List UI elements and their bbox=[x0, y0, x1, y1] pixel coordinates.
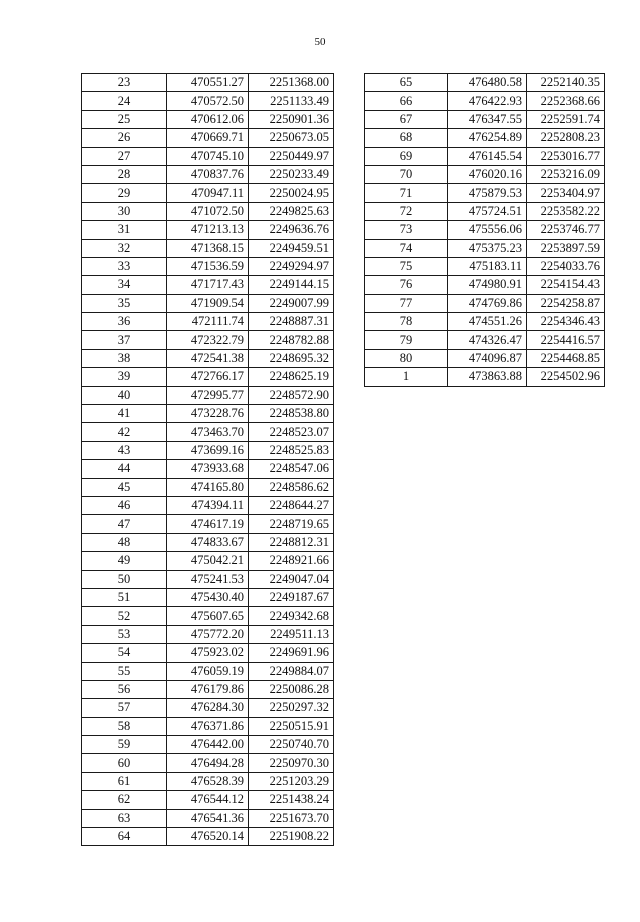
x-coordinate-cell: 474551.26 bbox=[448, 313, 527, 331]
point-number-cell: 76 bbox=[365, 276, 448, 294]
y-coordinate-cell: 2253016.77 bbox=[527, 147, 605, 165]
x-coordinate-cell: 476442.00 bbox=[167, 736, 249, 754]
point-number-cell: 31 bbox=[82, 221, 167, 239]
x-coordinate-cell: 470947.11 bbox=[167, 184, 249, 202]
x-coordinate-cell: 473933.68 bbox=[167, 460, 249, 478]
y-coordinate-cell: 2254258.87 bbox=[527, 294, 605, 312]
x-coordinate-cell: 476371.86 bbox=[167, 717, 249, 735]
x-coordinate-cell: 473228.76 bbox=[167, 405, 249, 423]
y-coordinate-cell: 2254033.76 bbox=[527, 257, 605, 275]
point-number-cell: 38 bbox=[82, 349, 167, 367]
point-number-cell: 78 bbox=[365, 313, 448, 331]
y-coordinate-cell: 2254154.43 bbox=[527, 276, 605, 294]
x-coordinate-cell: 474617.19 bbox=[167, 515, 249, 533]
point-number-cell: 74 bbox=[365, 239, 448, 257]
y-coordinate-cell: 2249047.04 bbox=[249, 570, 334, 588]
point-number-cell: 37 bbox=[82, 331, 167, 349]
point-number-cell: 47 bbox=[82, 515, 167, 533]
x-coordinate-cell: 475556.06 bbox=[448, 221, 527, 239]
point-number-cell: 56 bbox=[82, 680, 167, 698]
y-coordinate-cell: 2249144.15 bbox=[249, 276, 334, 294]
x-coordinate-cell: 476254.89 bbox=[448, 129, 527, 147]
x-coordinate-cell: 471213.13 bbox=[167, 221, 249, 239]
table-row bbox=[82, 607, 334, 625]
y-coordinate-cell: 2248525.83 bbox=[249, 441, 334, 459]
table-row bbox=[365, 331, 605, 349]
point-number-cell: 80 bbox=[365, 349, 448, 367]
y-coordinate-cell: 2248586.62 bbox=[249, 478, 334, 496]
table-row bbox=[82, 294, 334, 312]
x-coordinate-cell: 475607.65 bbox=[167, 607, 249, 625]
table-row bbox=[82, 680, 334, 698]
y-coordinate-cell: 2250515.91 bbox=[249, 717, 334, 735]
point-number-cell: 28 bbox=[82, 165, 167, 183]
table-row bbox=[82, 791, 334, 809]
y-coordinate-cell: 2248547.06 bbox=[249, 460, 334, 478]
table-row bbox=[82, 239, 334, 257]
x-coordinate-cell: 475923.02 bbox=[167, 644, 249, 662]
point-number-cell: 34 bbox=[82, 276, 167, 294]
y-coordinate-cell: 2248523.07 bbox=[249, 423, 334, 441]
table-row bbox=[82, 515, 334, 533]
y-coordinate-cell: 2253746.77 bbox=[527, 221, 605, 239]
table-row bbox=[365, 368, 605, 386]
y-coordinate-cell: 2249884.07 bbox=[249, 662, 334, 680]
x-coordinate-cell: 475042.21 bbox=[167, 552, 249, 570]
point-number-cell: 27 bbox=[82, 147, 167, 165]
table-row bbox=[82, 496, 334, 514]
x-coordinate-cell: 472322.79 bbox=[167, 331, 249, 349]
point-number-cell: 26 bbox=[82, 129, 167, 147]
x-coordinate-cell: 476284.30 bbox=[167, 699, 249, 717]
y-coordinate-cell: 2249187.67 bbox=[249, 588, 334, 606]
point-number-cell: 68 bbox=[365, 129, 448, 147]
x-coordinate-cell: 474833.67 bbox=[167, 533, 249, 551]
y-coordinate-cell: 2250740.70 bbox=[249, 736, 334, 754]
point-number-cell: 1 bbox=[365, 368, 448, 386]
y-coordinate-cell: 2254502.96 bbox=[527, 368, 605, 386]
y-coordinate-cell: 2251673.70 bbox=[249, 809, 334, 827]
y-coordinate-cell: 2248538.80 bbox=[249, 405, 334, 423]
y-coordinate-cell: 2250970.30 bbox=[249, 754, 334, 772]
table-row bbox=[82, 368, 334, 386]
point-number-cell: 23 bbox=[82, 74, 167, 92]
table-row bbox=[82, 165, 334, 183]
y-coordinate-cell: 2248782.88 bbox=[249, 331, 334, 349]
table-row bbox=[82, 662, 334, 680]
x-coordinate-cell: 476347.55 bbox=[448, 110, 527, 128]
x-coordinate-cell: 471368.15 bbox=[167, 239, 249, 257]
x-coordinate-cell: 476422.93 bbox=[448, 92, 527, 110]
point-number-cell: 66 bbox=[365, 92, 448, 110]
point-number-cell: 73 bbox=[365, 221, 448, 239]
table-row bbox=[82, 386, 334, 404]
point-number-cell: 33 bbox=[82, 257, 167, 275]
x-coordinate-cell: 476145.54 bbox=[448, 147, 527, 165]
point-number-cell: 69 bbox=[365, 147, 448, 165]
coordinates-table-right-body bbox=[365, 74, 605, 387]
y-coordinate-cell: 2251908.22 bbox=[249, 828, 334, 846]
point-number-cell: 39 bbox=[82, 368, 167, 386]
point-number-cell: 75 bbox=[365, 257, 448, 275]
point-number-cell: 43 bbox=[82, 441, 167, 459]
table-row bbox=[82, 129, 334, 147]
table-row bbox=[82, 405, 334, 423]
x-coordinate-cell: 472541.38 bbox=[167, 349, 249, 367]
y-coordinate-cell: 2252368.66 bbox=[527, 92, 605, 110]
table-row bbox=[82, 699, 334, 717]
y-coordinate-cell: 2248921.66 bbox=[249, 552, 334, 570]
table-row bbox=[82, 313, 334, 331]
x-coordinate-cell: 474165.80 bbox=[167, 478, 249, 496]
x-coordinate-cell: 471717.43 bbox=[167, 276, 249, 294]
point-number-cell: 67 bbox=[365, 110, 448, 128]
table-row bbox=[82, 717, 334, 735]
y-coordinate-cell: 2252140.35 bbox=[527, 74, 605, 92]
point-number-cell: 30 bbox=[82, 202, 167, 220]
point-number-cell: 25 bbox=[82, 110, 167, 128]
table-row bbox=[82, 202, 334, 220]
table-row bbox=[82, 588, 334, 606]
x-coordinate-cell: 472766.17 bbox=[167, 368, 249, 386]
point-number-cell: 45 bbox=[82, 478, 167, 496]
y-coordinate-cell: 2253404.97 bbox=[527, 184, 605, 202]
point-number-cell: 41 bbox=[82, 405, 167, 423]
x-coordinate-cell: 475183.11 bbox=[448, 257, 527, 275]
x-coordinate-cell: 471909.54 bbox=[167, 294, 249, 312]
x-coordinate-cell: 475241.53 bbox=[167, 570, 249, 588]
table-row bbox=[82, 257, 334, 275]
y-coordinate-cell: 2251368.00 bbox=[249, 74, 334, 92]
point-number-cell: 50 bbox=[82, 570, 167, 588]
y-coordinate-cell: 2249294.97 bbox=[249, 257, 334, 275]
table-row bbox=[82, 92, 334, 110]
table-row bbox=[365, 276, 605, 294]
point-number-cell: 71 bbox=[365, 184, 448, 202]
table-row bbox=[82, 110, 334, 128]
point-number-cell: 63 bbox=[82, 809, 167, 827]
point-number-cell: 40 bbox=[82, 386, 167, 404]
y-coordinate-cell: 2248695.32 bbox=[249, 349, 334, 367]
table-row bbox=[82, 809, 334, 827]
table-row bbox=[82, 74, 334, 92]
y-coordinate-cell: 2248644.27 bbox=[249, 496, 334, 514]
y-coordinate-cell: 2248812.31 bbox=[249, 533, 334, 551]
y-coordinate-cell: 2253216.09 bbox=[527, 165, 605, 183]
point-number-cell: 77 bbox=[365, 294, 448, 312]
table-row bbox=[365, 349, 605, 367]
x-coordinate-cell: 476480.58 bbox=[448, 74, 527, 92]
table-row bbox=[82, 644, 334, 662]
y-coordinate-cell: 2249691.96 bbox=[249, 644, 334, 662]
point-number-cell: 60 bbox=[82, 754, 167, 772]
x-coordinate-cell: 474096.87 bbox=[448, 349, 527, 367]
coordinates-table-left bbox=[81, 73, 334, 846]
point-number-cell: 46 bbox=[82, 496, 167, 514]
x-coordinate-cell: 473863.88 bbox=[448, 368, 527, 386]
y-coordinate-cell: 2248572.90 bbox=[249, 386, 334, 404]
point-number-cell: 49 bbox=[82, 552, 167, 570]
y-coordinate-cell: 2250673.05 bbox=[249, 129, 334, 147]
x-coordinate-cell: 474326.47 bbox=[448, 331, 527, 349]
y-coordinate-cell: 2251438.24 bbox=[249, 791, 334, 809]
x-coordinate-cell: 475879.53 bbox=[448, 184, 527, 202]
table-row bbox=[365, 184, 605, 202]
y-coordinate-cell: 2250449.97 bbox=[249, 147, 334, 165]
table-row bbox=[82, 221, 334, 239]
point-number-cell: 57 bbox=[82, 699, 167, 717]
table-row bbox=[365, 221, 605, 239]
y-coordinate-cell: 2248887.31 bbox=[249, 313, 334, 331]
table-row bbox=[82, 625, 334, 643]
point-number-cell: 35 bbox=[82, 294, 167, 312]
point-number-cell: 62 bbox=[82, 791, 167, 809]
x-coordinate-cell: 476179.86 bbox=[167, 680, 249, 698]
table-row bbox=[365, 74, 605, 92]
table-row bbox=[365, 147, 605, 165]
table-row bbox=[82, 552, 334, 570]
x-coordinate-cell: 470669.71 bbox=[167, 129, 249, 147]
point-number-cell: 53 bbox=[82, 625, 167, 643]
x-coordinate-cell: 472995.77 bbox=[167, 386, 249, 404]
x-coordinate-cell: 470837.76 bbox=[167, 165, 249, 183]
x-coordinate-cell: 473463.70 bbox=[167, 423, 249, 441]
y-coordinate-cell: 2254346.43 bbox=[527, 313, 605, 331]
point-number-cell: 59 bbox=[82, 736, 167, 754]
table-row bbox=[82, 331, 334, 349]
x-coordinate-cell: 475430.40 bbox=[167, 588, 249, 606]
x-coordinate-cell: 475724.51 bbox=[448, 202, 527, 220]
point-number-cell: 72 bbox=[365, 202, 448, 220]
table-row bbox=[82, 349, 334, 367]
x-coordinate-cell: 475375.23 bbox=[448, 239, 527, 257]
table-row bbox=[365, 294, 605, 312]
y-coordinate-cell: 2249007.99 bbox=[249, 294, 334, 312]
y-coordinate-cell: 2252808.23 bbox=[527, 129, 605, 147]
y-coordinate-cell: 2251203.29 bbox=[249, 772, 334, 790]
table-row bbox=[82, 754, 334, 772]
table-row bbox=[365, 257, 605, 275]
point-number-cell: 48 bbox=[82, 533, 167, 551]
point-number-cell: 32 bbox=[82, 239, 167, 257]
table-row bbox=[82, 533, 334, 551]
x-coordinate-cell: 476541.36 bbox=[167, 809, 249, 827]
x-coordinate-cell: 470612.06 bbox=[167, 110, 249, 128]
y-coordinate-cell: 2253582.22 bbox=[527, 202, 605, 220]
x-coordinate-cell: 476520.14 bbox=[167, 828, 249, 846]
x-coordinate-cell: 474980.91 bbox=[448, 276, 527, 294]
x-coordinate-cell: 476528.39 bbox=[167, 772, 249, 790]
point-number-cell: 65 bbox=[365, 74, 448, 92]
table-row bbox=[82, 423, 334, 441]
table-row bbox=[365, 129, 605, 147]
x-coordinate-cell: 476020.16 bbox=[448, 165, 527, 183]
table-row bbox=[82, 736, 334, 754]
table-row bbox=[82, 460, 334, 478]
table-row bbox=[82, 184, 334, 202]
table-row bbox=[82, 570, 334, 588]
point-number-cell: 54 bbox=[82, 644, 167, 662]
y-coordinate-cell: 2249636.76 bbox=[249, 221, 334, 239]
page-number: 50 bbox=[314, 36, 326, 48]
table-row bbox=[82, 828, 334, 846]
y-coordinate-cell: 2249342.68 bbox=[249, 607, 334, 625]
y-coordinate-cell: 2254416.57 bbox=[527, 331, 605, 349]
table-row bbox=[365, 92, 605, 110]
point-number-cell: 52 bbox=[82, 607, 167, 625]
y-coordinate-cell: 2250297.32 bbox=[249, 699, 334, 717]
point-number-cell: 64 bbox=[82, 828, 167, 846]
y-coordinate-cell: 2249825.63 bbox=[249, 202, 334, 220]
table-row bbox=[365, 202, 605, 220]
x-coordinate-cell: 476494.28 bbox=[167, 754, 249, 772]
table-row bbox=[82, 441, 334, 459]
y-coordinate-cell: 2248625.19 bbox=[249, 368, 334, 386]
y-coordinate-cell: 2250024.95 bbox=[249, 184, 334, 202]
table-row bbox=[82, 772, 334, 790]
x-coordinate-cell: 474769.86 bbox=[448, 294, 527, 312]
x-coordinate-cell: 471072.50 bbox=[167, 202, 249, 220]
table-row bbox=[365, 239, 605, 257]
coordinates-table-right bbox=[364, 73, 605, 387]
y-coordinate-cell: 2252591.74 bbox=[527, 110, 605, 128]
table-row bbox=[365, 313, 605, 331]
x-coordinate-cell: 473699.16 bbox=[167, 441, 249, 459]
y-coordinate-cell: 2251133.49 bbox=[249, 92, 334, 110]
y-coordinate-cell: 2249511.13 bbox=[249, 625, 334, 643]
point-number-cell: 44 bbox=[82, 460, 167, 478]
table-row bbox=[365, 165, 605, 183]
point-number-cell: 61 bbox=[82, 772, 167, 790]
x-coordinate-cell: 475772.20 bbox=[167, 625, 249, 643]
x-coordinate-cell: 470572.50 bbox=[167, 92, 249, 110]
table-row bbox=[365, 110, 605, 128]
x-coordinate-cell: 470745.10 bbox=[167, 147, 249, 165]
point-number-cell: 51 bbox=[82, 588, 167, 606]
x-coordinate-cell: 471536.59 bbox=[167, 257, 249, 275]
point-number-cell: 36 bbox=[82, 313, 167, 331]
x-coordinate-cell: 472111.74 bbox=[167, 313, 249, 331]
table-row bbox=[82, 276, 334, 294]
y-coordinate-cell: 2250086.28 bbox=[249, 680, 334, 698]
point-number-cell: 79 bbox=[365, 331, 448, 349]
point-number-cell: 55 bbox=[82, 662, 167, 680]
table-row bbox=[82, 147, 334, 165]
x-coordinate-cell: 474394.11 bbox=[167, 496, 249, 514]
y-coordinate-cell: 2248719.65 bbox=[249, 515, 334, 533]
x-coordinate-cell: 476059.19 bbox=[167, 662, 249, 680]
x-coordinate-cell: 476544.12 bbox=[167, 791, 249, 809]
x-coordinate-cell: 470551.27 bbox=[167, 74, 249, 92]
point-number-cell: 29 bbox=[82, 184, 167, 202]
table-row bbox=[82, 478, 334, 496]
point-number-cell: 24 bbox=[82, 92, 167, 110]
y-coordinate-cell: 2250233.49 bbox=[249, 165, 334, 183]
y-coordinate-cell: 2250901.36 bbox=[249, 110, 334, 128]
y-coordinate-cell: 2249459.51 bbox=[249, 239, 334, 257]
y-coordinate-cell: 2253897.59 bbox=[527, 239, 605, 257]
point-number-cell: 42 bbox=[82, 423, 167, 441]
point-number-cell: 70 bbox=[365, 165, 448, 183]
point-number-cell: 58 bbox=[82, 717, 167, 735]
y-coordinate-cell: 2254468.85 bbox=[527, 349, 605, 367]
coordinates-table-left-body bbox=[82, 74, 334, 846]
